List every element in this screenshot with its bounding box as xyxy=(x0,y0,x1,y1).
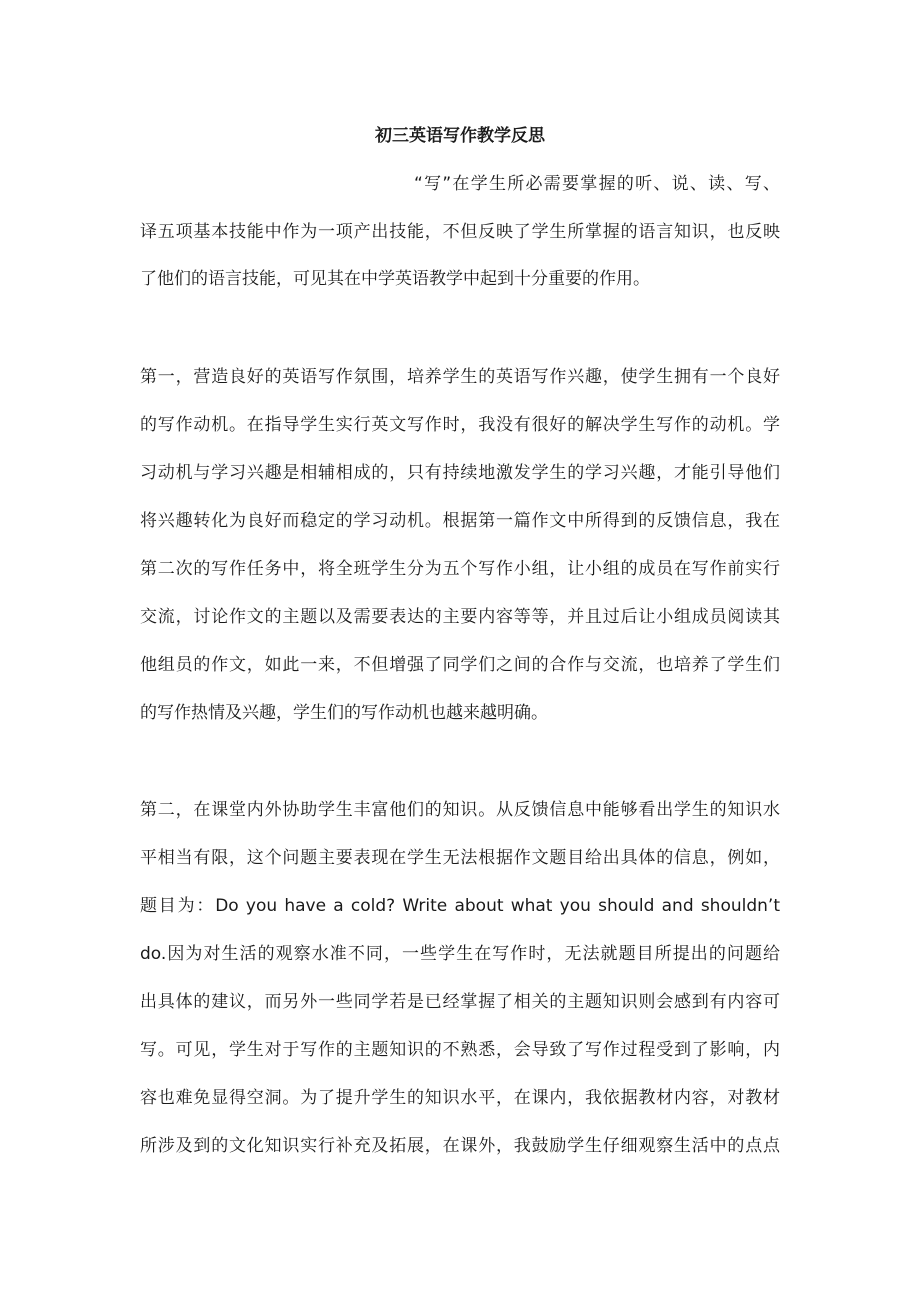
paragraph-3-line-5: 出具体的建议，而另外一些同学若是已经掌握了相关的主题知识则会感到有内容可 xyxy=(140,992,780,1012)
paragraph-3-line-7: 容也难免显得空洞。为了提升学生的知识水平，在课内，我依据教材内容，对教材 xyxy=(140,1088,780,1108)
paragraph-3-line-6: 写。可见，学生对于写作的主题知识的不熟悉，会导致了写作过程受到了影响，内 xyxy=(140,1040,780,1060)
paragraph-2-line-5: 第二次的写作任务中，将全班学生分为五个写作小组，让小组的成员在写作前实行 xyxy=(140,559,780,579)
paragraph-3-line-2: 平相当有限，这个问题主要表现在学生无法根据作文题目给出具体的信息，例如， xyxy=(140,848,780,868)
paragraph-1-line-1: “写”在学生所必需要掌握的听、说、读、写、 xyxy=(414,174,780,194)
paragraph-1-line-3: 了他们的语言技能，可见其在中学英语教学中起到十分重要的作用。 xyxy=(140,269,650,289)
paragraph-2-line-7: 他组员的作文，如此一来，不但增强了同学们之间的合作与交流，也培养了学生们 xyxy=(140,655,780,675)
paragraph-2-line-8: 的写作热情及兴趣，学生们的写作动机也越来越明确。 xyxy=(140,703,548,723)
paragraph-2-line-3: 习动机与学习兴趣是相辅相成的，只有持续地激发学生的学习兴趣，才能引导他们 xyxy=(140,463,780,483)
document-title: 初三英语写作教学反思 xyxy=(375,126,545,146)
paragraph-1-line-2: 译五项基本技能中作为一项产出技能，不但反映了学生所掌握的语言知识，也反映 xyxy=(140,222,780,242)
paragraph-2-line-6: 交流，讨论作文的主题以及需要表达的主要内容等等，并且过后让小组成员阅读其 xyxy=(140,607,780,627)
paragraph-2-line-2: 的写作动机。在指导学生实行英文写作时，我没有很好的解决学生写作的动机。学 xyxy=(140,415,780,435)
paragraph-3-line-8: 所涉及到的文化知识实行补充及拓展，在课外，我鼓励学生仔细观察生活中的点点 xyxy=(140,1136,780,1156)
paragraph-3-line-4: do.因为对生活的观察水准不同，一些学生在写作时，无法就题目所提出的问题给 xyxy=(140,944,780,964)
paragraph-3-line-3: 题目为：Do you have a cold? Write about what you should and shouldn’t xyxy=(140,896,780,916)
paragraph-2-line-4: 将兴趣转化为良好而稳定的学习动机。根据第一篇作文中所得到的反馈信息，我在 xyxy=(140,511,780,531)
paragraph-3-line-1: 第二，在课堂内外协助学生丰富他们的知识。从反馈信息中能够看出学生的知识水 xyxy=(140,800,780,820)
paragraph-2-line-1: 第一，营造良好的英语写作氛围，培养学生的英语写作兴趣，使学生拥有一个良好 xyxy=(140,367,780,387)
